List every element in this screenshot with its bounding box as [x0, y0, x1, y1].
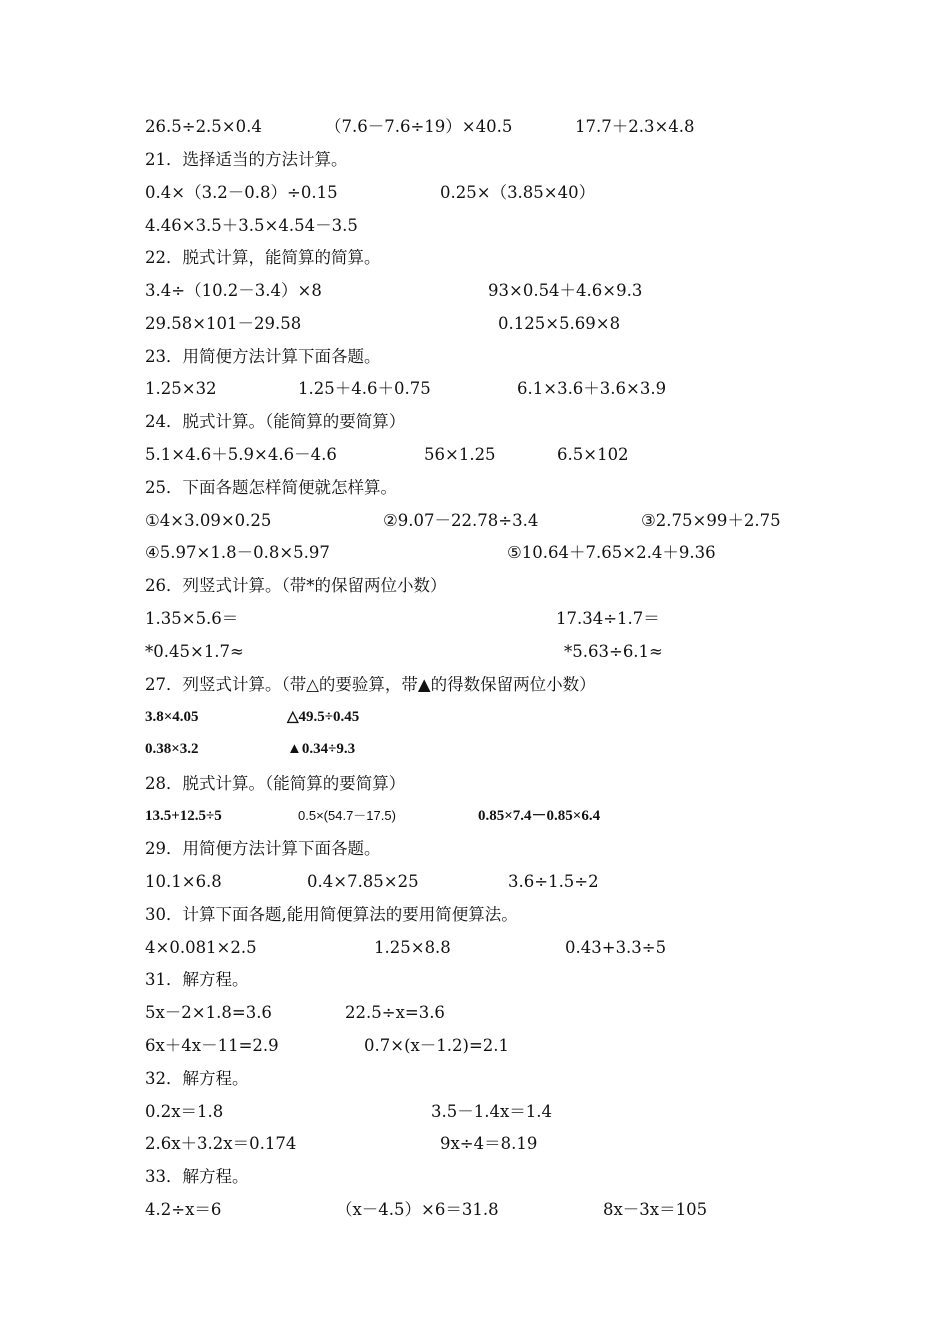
problem-row	[145, 179, 910, 207]
problem-row	[145, 802, 910, 830]
expression: 93×0.54＋4.6×9.3	[488, 281, 643, 300]
heading-text: 27．列竖式计算。（带△的要验算，带▲的得数保留两位小数）	[145, 675, 596, 694]
problem-row	[145, 375, 910, 403]
heading-text: 33．解方程。	[145, 1167, 249, 1186]
problem-row	[145, 703, 910, 731]
problem-row	[145, 1098, 910, 1126]
section-heading	[145, 474, 910, 502]
section-heading	[145, 901, 910, 929]
heading-text: 32．解方程。	[145, 1069, 249, 1088]
expression: 4.2÷x＝6	[145, 1200, 222, 1219]
problem-row	[145, 277, 910, 305]
expression: 9x÷4＝8.19	[440, 1134, 538, 1153]
heading-text: 22．脱式计算，能简算的简算。	[145, 248, 381, 267]
expression: 0.4×7.85×25	[307, 872, 419, 891]
expression: 17.7＋2.3×4.8	[575, 117, 695, 136]
heading-text: 25．下面各题怎样简便就怎样算。	[145, 478, 397, 497]
heading-text: 28．脱式计算。（能简算的要简算）	[145, 774, 406, 793]
expression: 0.7×(x－1.2)=2.1	[364, 1036, 510, 1055]
expression: 0.38×3.2	[145, 741, 199, 757]
expression: 6x＋4x－11=2.9	[145, 1036, 279, 1055]
expression: 6.1×3.6＋3.6×3.9	[517, 379, 667, 398]
section-heading	[145, 146, 910, 174]
expression: 0.43+3.3÷5	[565, 938, 667, 957]
section-heading	[145, 343, 910, 371]
problem-row	[145, 868, 910, 896]
expression: 17.34÷1.7＝	[556, 609, 660, 628]
problem-row	[145, 1196, 910, 1224]
expression: △49.5÷0.45	[287, 709, 360, 725]
expression: 10.1×6.8	[145, 872, 222, 891]
expression: 22.5÷x=3.6	[345, 1003, 445, 1022]
expression: ⑤10.64＋7.65×2.4＋9.36	[507, 543, 716, 562]
section-heading	[145, 1065, 910, 1093]
expression: 4.46×3.5＋3.5×4.54－3.5	[145, 216, 358, 235]
expression: ③2.75×99＋2.75	[641, 511, 781, 530]
expression: 3.5－1.4x＝1.4	[431, 1102, 553, 1121]
expression: ④5.97×1.8－0.8×5.97	[145, 543, 330, 562]
expression: *0.45×1.7≈	[145, 642, 244, 661]
expression: 1.35×5.6＝	[145, 609, 239, 628]
heading-text: 30．计算下面各题,能用简便算法的要用简便算法。	[145, 905, 518, 924]
expression: 13.5+12.5÷5	[145, 808, 222, 824]
problem-row	[145, 638, 910, 666]
expression: ▲0.34÷9.3	[287, 741, 356, 757]
section-heading	[145, 770, 910, 798]
section-heading	[145, 572, 910, 600]
expression: 56×1.25	[424, 445, 496, 464]
section-heading	[145, 966, 910, 994]
expression: 3.6÷1.5÷2	[508, 872, 599, 891]
section-heading	[145, 244, 910, 272]
expression: 5x－2×1.8=3.6	[145, 1003, 272, 1022]
expression: 29.58×101－29.58	[145, 314, 302, 333]
section-heading	[145, 671, 910, 699]
heading-text: 29．用简便方法计算下面各题。	[145, 839, 381, 858]
expression: 3.4÷（10.2－3.4）×8	[145, 281, 322, 300]
problem-row	[145, 1032, 910, 1060]
section-heading	[145, 835, 910, 863]
expression: 0.25×（3.85×40）	[440, 183, 596, 202]
expression: ②9.07－22.78÷3.4	[383, 511, 539, 530]
problem-row	[145, 441, 910, 469]
problem-row	[145, 539, 910, 567]
heading-text: 24．脱式计算。（能简算的要简算）	[145, 412, 406, 431]
expression: 6.5×102	[557, 445, 629, 464]
problem-row	[145, 999, 910, 1027]
problem-row	[145, 605, 910, 633]
heading-text: 26．列竖式计算。（带*的保留两位小数）	[145, 576, 447, 595]
expression: 1.25×32	[145, 379, 217, 398]
expression: 26.5÷2.5×0.4	[145, 117, 262, 136]
expression: 0.4×（3.2－0.8）÷0.15	[145, 183, 338, 202]
problem-row	[145, 113, 910, 141]
problem-row	[145, 507, 910, 535]
problem-row	[145, 934, 910, 962]
expression: ①4×3.09×0.25	[145, 511, 272, 530]
heading-text: 31．解方程。	[145, 970, 249, 989]
section-heading	[145, 1163, 910, 1191]
problem-row	[145, 735, 910, 763]
heading-text: 23．用简便方法计算下面各题。	[145, 347, 381, 366]
expression: 8x－3x＝105	[603, 1200, 708, 1219]
problem-row	[145, 212, 910, 240]
expression: 5.1×4.6＋5.9×4.6－4.6	[145, 445, 337, 464]
expression: 0.2x＝1.8	[145, 1102, 224, 1121]
expression: 4×0.081×2.5	[145, 938, 257, 957]
expression: 0.125×5.69×8	[498, 314, 621, 333]
expression: 1.25＋4.6＋0.75	[298, 379, 431, 398]
problem-row	[145, 310, 910, 338]
problem-row	[145, 1130, 910, 1158]
expression: 2.6x＋3.2x＝0.174	[145, 1134, 297, 1153]
expression: （x－4.5）×6＝31.8	[336, 1200, 499, 1219]
expression: 3.8×4.05	[145, 709, 199, 725]
expression: 1.25×8.8	[374, 938, 451, 957]
section-heading	[145, 408, 910, 436]
expression: 0.85×7.4－0.85×6.4	[478, 808, 601, 824]
heading-text: 21．选择适当的方法计算。	[145, 150, 348, 169]
expression: 0.5×(54.7－17.5)	[298, 808, 396, 823]
expression: （7.6－7.6÷19）×40.5	[325, 117, 513, 136]
expression: *5.63÷6.1≈	[564, 642, 663, 661]
